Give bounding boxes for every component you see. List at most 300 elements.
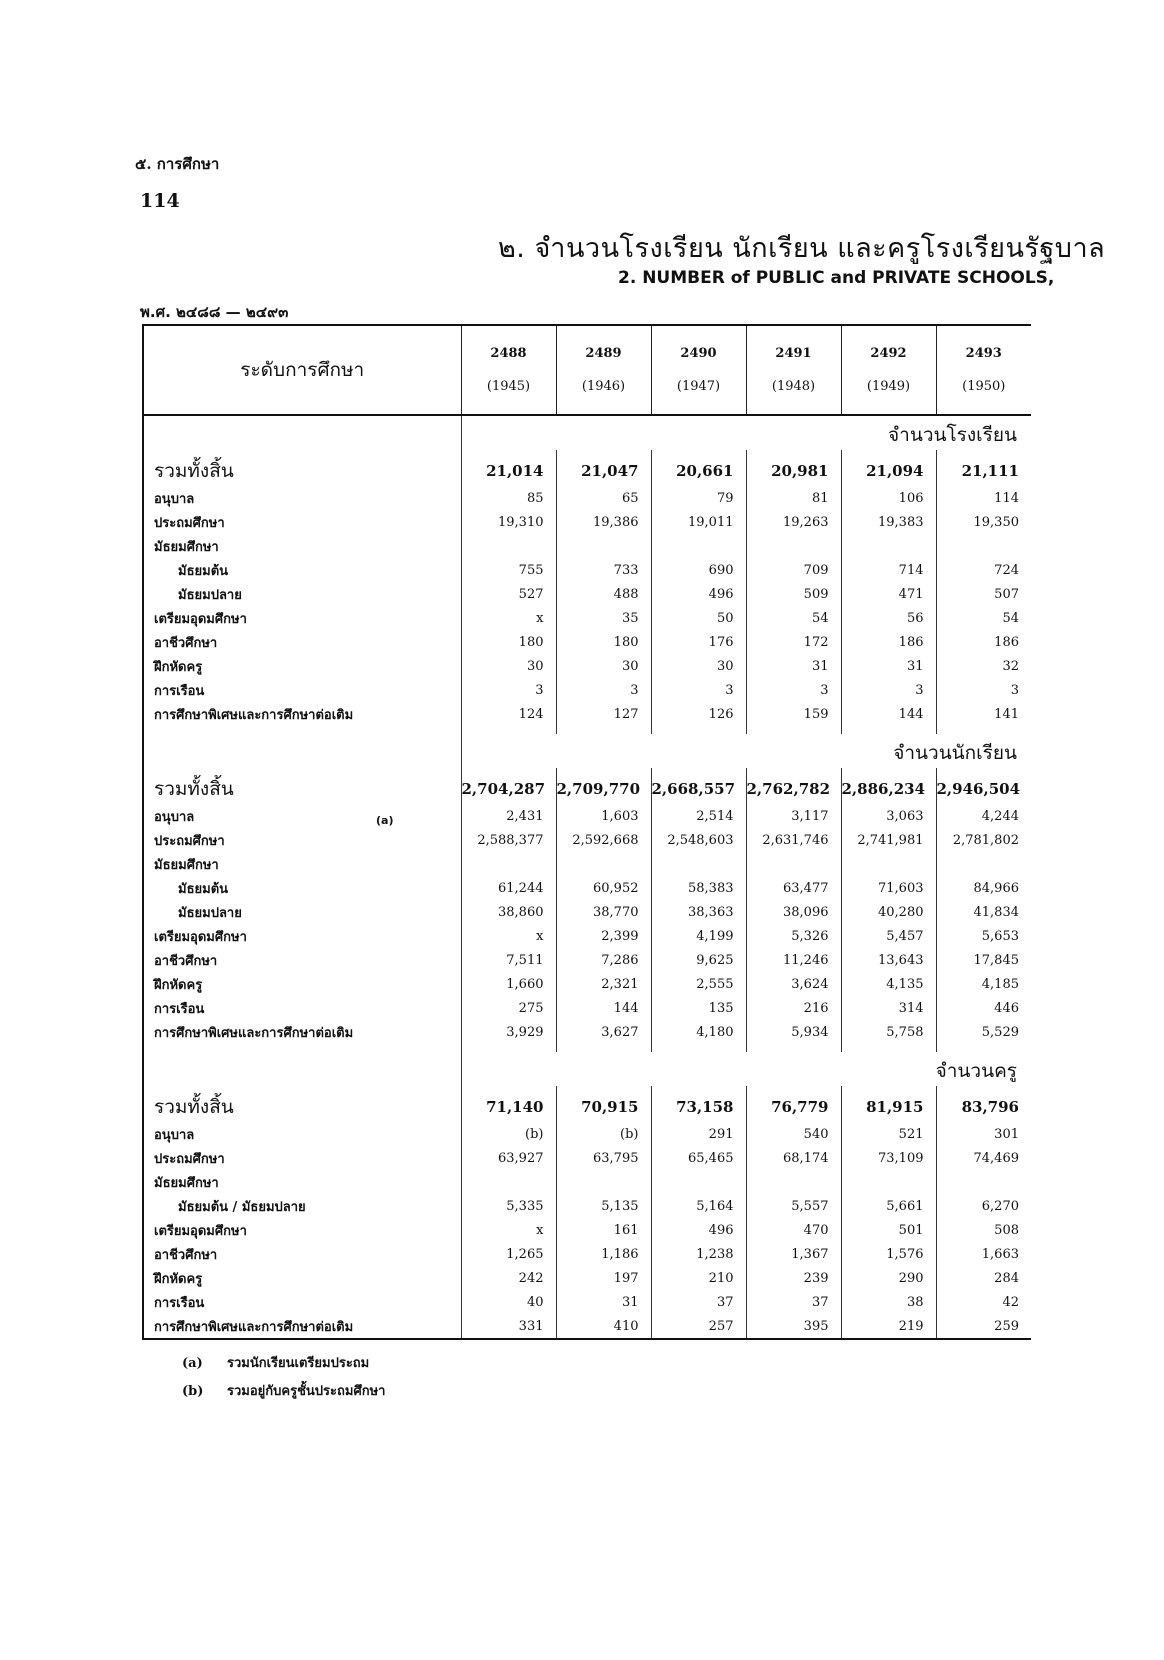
row-label-text: มัธยมต้น / มัธยมปลาย [178, 1199, 306, 1215]
total-cell: 20,661 [651, 450, 746, 486]
data-cell: 5,557 [746, 1194, 841, 1218]
data-cell: 31 [746, 654, 841, 678]
data-cell: 2,321 [556, 972, 651, 996]
table-row [143, 702, 1031, 726]
table-row [143, 678, 1031, 702]
data-cell: 7,286 [556, 948, 651, 972]
data-cell: 3 [936, 678, 1031, 702]
row-label-text: มัธยมศึกษา [154, 1175, 219, 1191]
data-cell: 2,555 [651, 972, 746, 996]
row-label [143, 702, 461, 726]
data-cell: 38 [841, 1290, 936, 1314]
table-row [143, 1266, 1031, 1290]
data-cell: (b) [556, 1122, 651, 1146]
data-cell: 3 [556, 678, 651, 702]
data-cell: 6,270 [936, 1194, 1031, 1218]
section-title: จำนวนครู [461, 1052, 1031, 1086]
total-cell: 20,981 [746, 450, 841, 486]
data-cell: 37 [651, 1290, 746, 1314]
data-cell: 5,326 [746, 924, 841, 948]
data-cell: 54 [936, 606, 1031, 630]
data-cell: 724 [936, 558, 1031, 582]
data-cell [841, 1170, 936, 1194]
data-cell: 2,741,981 [841, 828, 936, 852]
data-cell: 1,603 [556, 804, 651, 828]
row-label [143, 1170, 461, 1194]
total-label: รวมทั้งสิ้น [143, 768, 461, 804]
data-cell: 527 [461, 582, 556, 606]
row-label-text: มัธยมปลาย [178, 905, 242, 921]
data-cell: 38,363 [651, 900, 746, 924]
data-cell: 144 [556, 996, 651, 1020]
data-cell: 709 [746, 558, 841, 582]
data-cell: 1,663 [936, 1242, 1031, 1266]
spacer-cell [143, 726, 461, 734]
data-cell [556, 852, 651, 876]
data-cell: 5,335 [461, 1194, 556, 1218]
row-label-text: มัธยมต้น [178, 881, 229, 897]
data-cell: 507 [936, 582, 1031, 606]
table-row [143, 606, 1031, 630]
row-label-text: มัธยมศึกษา [154, 539, 219, 555]
footnote-a: (a) รวมนักเรียนเตรียมประถม [182, 1356, 370, 1371]
data-cell: 3 [841, 678, 936, 702]
period-label: พ.ศ. ๒๔๘๘ — ๒๔๙๓ [140, 303, 289, 321]
data-cell: 5,164 [651, 1194, 746, 1218]
data-cell: 73,109 [841, 1146, 936, 1170]
row-label [143, 1314, 461, 1339]
data-cell: 5,135 [556, 1194, 651, 1218]
data-cell: 4,185 [936, 972, 1031, 996]
table-row [143, 1242, 1031, 1266]
data-cell: 314 [841, 996, 936, 1020]
section-spacer-cell [143, 734, 461, 768]
data-cell: x [461, 1218, 556, 1242]
spacer-cell [556, 726, 651, 734]
row-label-text: อาชีวศึกษา [154, 635, 218, 651]
data-cell [461, 852, 556, 876]
data-cell: 4,135 [841, 972, 936, 996]
row-label [143, 1020, 461, 1044]
row-label [143, 804, 461, 828]
total-label: รวมทั้งสิ้น [143, 450, 461, 486]
section-spacer-cell [143, 415, 461, 450]
data-cell [746, 852, 841, 876]
data-cell: 65 [556, 486, 651, 510]
data-cell: 3,117 [746, 804, 841, 828]
data-cell [556, 534, 651, 558]
data-cell: 35 [556, 606, 651, 630]
data-cell: 540 [746, 1122, 841, 1146]
data-cell: 74,469 [936, 1146, 1031, 1170]
section-title: จำนวนนักเรียน [461, 734, 1031, 768]
total-cell: 73,158 [651, 1086, 746, 1122]
data-cell: 1,660 [461, 972, 556, 996]
page-number: 114 [140, 190, 180, 212]
data-cell [936, 1170, 1031, 1194]
data-cell: 496 [651, 1218, 746, 1242]
data-cell: 31 [556, 1290, 651, 1314]
table-row [143, 1020, 1031, 1044]
data-cell: 11,246 [746, 948, 841, 972]
data-cell: 42 [936, 1290, 1031, 1314]
data-cell [461, 1170, 556, 1194]
total-row [143, 450, 1031, 486]
data-cell: 508 [936, 1218, 1031, 1242]
row-label-text: การเรือน [154, 683, 205, 699]
data-cell: 290 [841, 1266, 936, 1290]
row-label [143, 996, 461, 1020]
section-header: ๕. การศึกษา [135, 155, 220, 173]
section-spacer-cell [143, 1052, 461, 1086]
column-header-year: 2491 (1948) [746, 325, 841, 415]
data-cell: 71,603 [841, 876, 936, 900]
data-cell: 257 [651, 1314, 746, 1339]
spacer-cell [556, 1044, 651, 1052]
data-cell: 284 [936, 1266, 1031, 1290]
total-cell: 2,762,782 [746, 768, 841, 804]
data-cell: 32 [936, 654, 1031, 678]
table-row [143, 876, 1031, 900]
data-cell: 5,661 [841, 1194, 936, 1218]
data-cell: 40 [461, 1290, 556, 1314]
total-cell: 81,915 [841, 1086, 936, 1122]
total-row [143, 1086, 1031, 1122]
row-label-text: ฝึกหัดครู [154, 1271, 203, 1287]
spacer-cell [651, 1044, 746, 1052]
row-label-text: การศึกษาพิเศษและการศึกษาต่อเติม [154, 1319, 354, 1335]
data-cell: 126 [651, 702, 746, 726]
data-cell [651, 852, 746, 876]
data-cell: 291 [651, 1122, 746, 1146]
footnote-b: (b) รวมอยู่กับครูชั้นประถมศึกษา [182, 1384, 386, 1399]
row-label-text: ประถมศึกษา [154, 833, 225, 849]
row-label [143, 1146, 461, 1170]
data-cell: 19,011 [651, 510, 746, 534]
data-cell: 19,386 [556, 510, 651, 534]
table-row [143, 900, 1031, 924]
data-cell: 755 [461, 558, 556, 582]
data-cell: 58,383 [651, 876, 746, 900]
data-cell: 3,063 [841, 804, 936, 828]
data-cell: 19,383 [841, 510, 936, 534]
data-cell: 219 [841, 1314, 936, 1339]
row-label [143, 678, 461, 702]
data-cell: 714 [841, 558, 936, 582]
section-title-row [143, 734, 1031, 768]
data-cell: 180 [461, 630, 556, 654]
row-label-text: มัธยมต้น [178, 563, 229, 579]
table-row [143, 1170, 1031, 1194]
table-row [143, 510, 1031, 534]
data-cell: 85 [461, 486, 556, 510]
data-cell [936, 852, 1031, 876]
row-label-text: อนุบาล [154, 809, 195, 825]
data-cell: 186 [841, 630, 936, 654]
table-row [143, 1290, 1031, 1314]
data-cell: 275 [461, 996, 556, 1020]
data-cell: 30 [651, 654, 746, 678]
row-label-text: เตรียมอุดมศึกษา [154, 1223, 247, 1239]
statistics-table-container [142, 324, 1030, 1416]
data-cell: 197 [556, 1266, 651, 1290]
data-cell: 19,310 [461, 510, 556, 534]
total-cell: 71,140 [461, 1086, 556, 1122]
data-cell: 1,265 [461, 1242, 556, 1266]
data-cell: 38,860 [461, 900, 556, 924]
spacer-cell [143, 1044, 461, 1052]
row-label [143, 948, 461, 972]
data-cell: 30 [556, 654, 651, 678]
data-cell: 496 [651, 582, 746, 606]
data-cell: 61,244 [461, 876, 556, 900]
row-label-text: เตรียมอุดมศึกษา [154, 929, 247, 945]
data-cell: 2,399 [556, 924, 651, 948]
data-cell: 56 [841, 606, 936, 630]
row-label [143, 876, 461, 900]
data-cell: 41,834 [936, 900, 1031, 924]
data-cell: 3 [651, 678, 746, 702]
row-label-text: การเรือน [154, 1295, 205, 1311]
data-cell [746, 1170, 841, 1194]
data-cell: 3 [746, 678, 841, 702]
data-cell: 17,845 [936, 948, 1031, 972]
column-header-year: 2492 (1949) [841, 325, 936, 415]
total-cell: 21,014 [461, 450, 556, 486]
data-cell: 144 [841, 702, 936, 726]
total-cell: 2,886,234 [841, 768, 936, 804]
row-label [143, 486, 461, 510]
table-row [143, 1146, 1031, 1170]
data-cell: 54 [746, 606, 841, 630]
data-cell: (b) [461, 1122, 556, 1146]
total-label: รวมทั้งสิ้น [143, 1086, 461, 1122]
data-cell: 30 [461, 654, 556, 678]
data-cell [651, 1170, 746, 1194]
table-row [143, 1314, 1031, 1339]
column-header-year: 2490 (1947) [651, 325, 746, 415]
data-cell: 19,350 [936, 510, 1031, 534]
data-cell: 395 [746, 1314, 841, 1339]
total-cell: 2,704,287 [461, 768, 556, 804]
row-label-text: มัธยมปลาย [178, 587, 242, 603]
row-label-text: ฝึกหัดครู [154, 659, 203, 675]
data-cell: 2,431 [461, 804, 556, 828]
row-label-text: ประถมศึกษา [154, 515, 225, 531]
table-row [143, 1194, 1031, 1218]
total-cell: 21,111 [936, 450, 1031, 486]
data-cell: 446 [936, 996, 1031, 1020]
row-label [143, 1194, 461, 1218]
row-label [143, 558, 461, 582]
data-cell: 38,770 [556, 900, 651, 924]
data-cell: 509 [746, 582, 841, 606]
row-label [143, 510, 461, 534]
data-cell: 488 [556, 582, 651, 606]
row-label [143, 852, 461, 876]
row-label [143, 1266, 461, 1290]
data-cell: 470 [746, 1218, 841, 1242]
data-cell: 5,457 [841, 924, 936, 948]
data-cell: 176 [651, 630, 746, 654]
row-label [143, 972, 461, 996]
data-cell: 521 [841, 1122, 936, 1146]
data-cell: 161 [556, 1218, 651, 1242]
data-cell: 63,927 [461, 1146, 556, 1170]
data-cell: 3,929 [461, 1020, 556, 1044]
row-label [143, 1122, 461, 1146]
table-title-thai: ๒. จำนวนโรงเรียน นักเรียน และครูโรงเรียนรัฐบาล [498, 233, 1106, 264]
data-cell: 63,795 [556, 1146, 651, 1170]
data-cell: 7,511 [461, 948, 556, 972]
data-cell: 210 [651, 1266, 746, 1290]
spacer-cell [936, 726, 1031, 734]
spacer-cell [746, 1044, 841, 1052]
data-cell [841, 852, 936, 876]
table-row [143, 996, 1031, 1020]
data-cell: 114 [936, 486, 1031, 510]
data-cell: 79 [651, 486, 746, 510]
data-cell: x [461, 924, 556, 948]
data-cell: 3,627 [556, 1020, 651, 1044]
row-label-text: อาชีวศึกษา [154, 953, 218, 969]
row-label [143, 924, 461, 948]
table-row [143, 582, 1031, 606]
data-cell: 690 [651, 558, 746, 582]
row-label-text: อนุบาล [154, 491, 195, 507]
table-row [143, 804, 1031, 828]
data-cell: 301 [936, 1122, 1031, 1146]
data-cell: 68,174 [746, 1146, 841, 1170]
total-row [143, 768, 1031, 804]
data-cell: 84,966 [936, 876, 1031, 900]
row-label [143, 1290, 461, 1314]
table-row [143, 630, 1031, 654]
total-cell: 21,047 [556, 450, 651, 486]
data-cell: 186 [936, 630, 1031, 654]
data-cell: 135 [651, 996, 746, 1020]
row-label-text: อนุบาล [154, 1127, 195, 1143]
data-cell: 259 [936, 1314, 1031, 1339]
data-cell: 3,624 [746, 972, 841, 996]
table-row [143, 852, 1031, 876]
spacer-cell [936, 1044, 1031, 1052]
data-cell: 239 [746, 1266, 841, 1290]
data-cell: 501 [841, 1218, 936, 1242]
column-header-year: 2488 (1945) [461, 325, 556, 415]
footnote-marker: (a) [376, 814, 394, 827]
data-cell: 4,199 [651, 924, 746, 948]
row-label-text: การเรือน [154, 1001, 205, 1017]
data-cell: 40,280 [841, 900, 936, 924]
row-label [143, 582, 461, 606]
total-cell: 83,796 [936, 1086, 1031, 1122]
total-cell: 2,946,504 [936, 768, 1031, 804]
row-label [143, 630, 461, 654]
table-row [143, 924, 1031, 948]
data-cell: 31 [841, 654, 936, 678]
data-cell: 141 [936, 702, 1031, 726]
data-cell: 216 [746, 996, 841, 1020]
data-cell: 410 [556, 1314, 651, 1339]
data-cell: 63,477 [746, 876, 841, 900]
table-row [143, 1218, 1031, 1242]
spacer-row [143, 1044, 1031, 1052]
column-header-year: 2489 (1946) [556, 325, 651, 415]
data-cell: 3 [461, 678, 556, 702]
table-row [143, 534, 1031, 558]
spacer-cell [841, 726, 936, 734]
data-cell: x [461, 606, 556, 630]
data-cell: 1,238 [651, 1242, 746, 1266]
data-cell: 2,781,802 [936, 828, 1031, 852]
table-row [143, 948, 1031, 972]
data-cell: 19,263 [746, 510, 841, 534]
row-label [143, 606, 461, 630]
data-cell: 471 [841, 582, 936, 606]
data-cell [651, 534, 746, 558]
data-cell: 37 [746, 1290, 841, 1314]
row-label [143, 1242, 461, 1266]
total-cell: 76,779 [746, 1086, 841, 1122]
data-cell [556, 1170, 651, 1194]
data-cell: 106 [841, 486, 936, 510]
data-cell [841, 534, 936, 558]
data-cell [461, 534, 556, 558]
total-cell: 2,709,770 [556, 768, 651, 804]
data-cell: 180 [556, 630, 651, 654]
table-row [143, 486, 1031, 510]
table-row [143, 654, 1031, 678]
table-title-english: 2. NUMBER of PUBLIC and PRIVATE SCHOOLS, [618, 268, 1055, 288]
spacer-cell [841, 1044, 936, 1052]
spacer-cell [651, 726, 746, 734]
row-label-text: การศึกษาพิเศษและการศึกษาต่อเติม [154, 1025, 354, 1041]
data-cell: 733 [556, 558, 651, 582]
data-cell: 2,592,668 [556, 828, 651, 852]
spacer-cell [461, 1044, 556, 1052]
data-cell: 172 [746, 630, 841, 654]
table-row [143, 828, 1031, 852]
data-cell: 331 [461, 1314, 556, 1339]
section-title: จำนวนโรงเรียน [461, 415, 1031, 450]
row-label [143, 900, 461, 924]
data-cell: 2,631,746 [746, 828, 841, 852]
data-cell: 60,952 [556, 876, 651, 900]
total-cell: 2,668,557 [651, 768, 746, 804]
data-cell: 5,758 [841, 1020, 936, 1044]
data-cell: 50 [651, 606, 746, 630]
section-title-row [143, 1052, 1031, 1086]
data-cell: 1,576 [841, 1242, 936, 1266]
row-label [143, 534, 461, 558]
table-row [143, 972, 1031, 996]
spacer-cell [461, 726, 556, 734]
data-cell [746, 534, 841, 558]
row-label-text: ฝึกหัดครู [154, 977, 203, 993]
data-cell: 2,588,377 [461, 828, 556, 852]
data-cell: 242 [461, 1266, 556, 1290]
total-cell: 70,915 [556, 1086, 651, 1122]
row-label [143, 1218, 461, 1242]
column-header-level: ระดับการศึกษา [143, 325, 461, 415]
data-cell: 2,548,603 [651, 828, 746, 852]
spacer-row [143, 726, 1031, 734]
data-cell: 5,653 [936, 924, 1031, 948]
data-cell: 127 [556, 702, 651, 726]
data-cell: 124 [461, 702, 556, 726]
data-cell: 9,625 [651, 948, 746, 972]
